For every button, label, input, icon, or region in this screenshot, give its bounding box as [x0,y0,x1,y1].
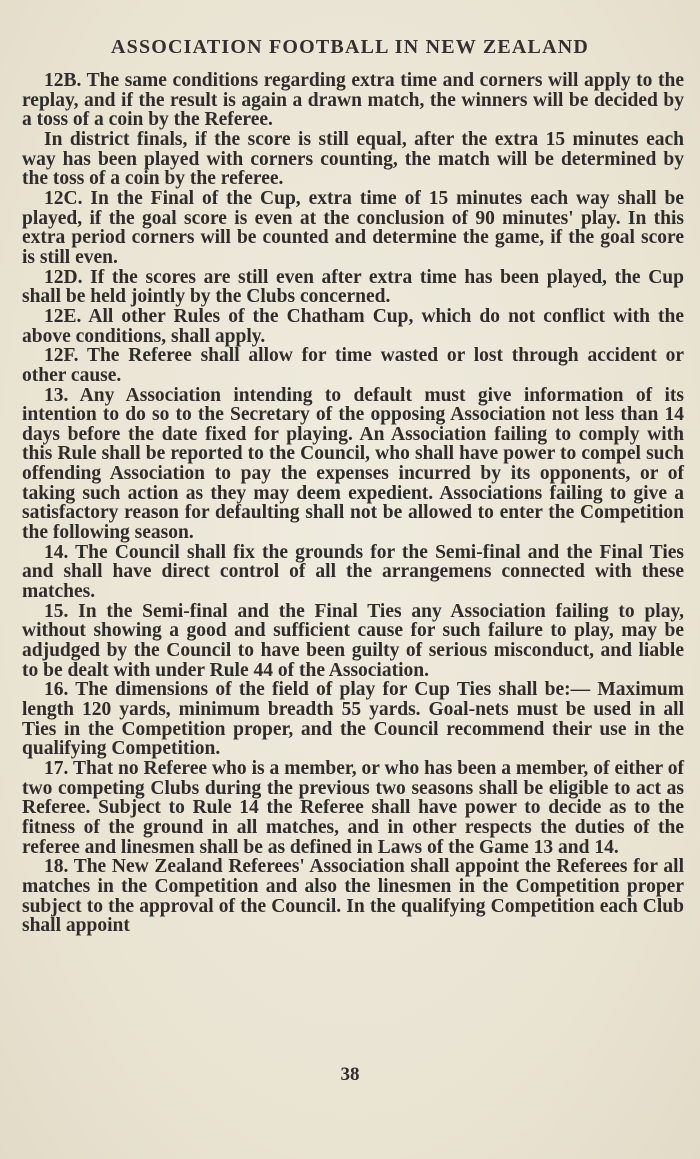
paragraph-12e: 12E. All other Rules of the Chatham Cup, which do not conflict with the above conditions, shall apply. [22,305,684,347]
running-head: ASSOCIATION FOOTBALL IN NEW ZEALAND [110,36,590,58]
page-number: 38 [340,1064,360,1085]
paragraph-13: 13. Any Association intending to default must give information of its intention to do so to the Secretary of the opposing Association not less than 14 days before the date fixed for playing. An Association failing to comply with this Rule shall be reported to the Council, who shall have power to compel such offending Association to pay the expenses incurred by its opponents, or of taking such action as they may deem expedient. Associations failing to give a satisfactory reason for defaulting shall not be allowed to enter the Competition the following season. [22,384,684,544]
paragraph-15: 15. In the Semi-final and the Final Ties any Association failing to play, without showing a good and sufficient cause for such failure to play, may be adjudged by the Council to have been guilty of serious misconduct, and liable to be dealt with under Rule 44 of the Association. [22,600,684,681]
paragraph-12f: 12F. The Referee shall allow for time wasted or lost through accident or other cause. [22,345,684,386]
paragraph-14: 14. The Council shall fix the grounds for the Semi-final and the Final Ties and shall have direct control of all the arrangemens connected with these matches. [22,541,684,603]
paragraph-16: 16. The dimensions of the field of play for Cup Ties shall be:— Maximum length 120 yards, minimum breadth 55 yards. Goal-nets must be used in all Ties in the Competition proper, and the Council recommend their use in the qualifying Competition. [22,679,684,760]
paragraph-17: 17. That no Referee who is a member, or who has been a member, of either of two competing Clubs during the previous two seasons shall be eligible to act as Referee. Subject to Rule 14 the Referee shall have power to decide as to the fitness of the ground in all matches, and in other respects the duties of the referee and linesmen shall be as defined in Laws of the Game 13 and 14. [22,757,684,858]
paragraph-12c: 12C. In the Final of the Cup, extra time of 15 minutes each way shall be played, if the goal score is even at the conclusion of 90 minutes' play. In this extra period corners will be counted and determine the game, if the goal score is still even. [22,187,684,268]
paragraph-12d: 12D. If the scores are still even after extra time has been played, the Cup shall be held jointly by the Clubs concerned. [22,266,684,308]
paragraph-18: 18. The New Zealand Referees' Association shall appoint the Referees for all matches in the Competition and also the linesmen in the Competition proper subject to the approval of the Council. In the qualifying Competition each Club shall appoint [22,856,684,937]
paragraph-district-finals: In district finals, if the score is still equal, after the extra 15 minutes each way has been played with corners counting, the match will be determined by the toss of a coin by the referee. [22,128,684,190]
body-text [22,71,684,936]
paragraph-12b: 12B. The same conditions regarding extra time and corners will apply to the replay, and if the result is again a drawn match, the winners will be decided by a toss of a coin by the Referee. [22,70,684,131]
